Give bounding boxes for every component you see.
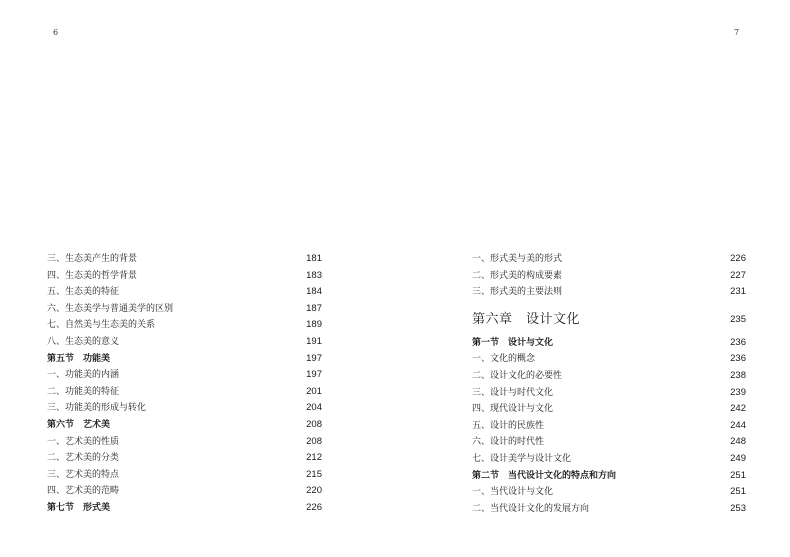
toc-item-entry xyxy=(47,334,322,351)
toc-entry-page: 189 xyxy=(306,319,322,331)
toc-entry-title: 七、设计美学与设计文化 xyxy=(472,453,572,464)
toc-entry-page: 242 xyxy=(730,403,746,415)
toc-entry-title: 第六节 艺术美 xyxy=(47,419,111,430)
toc-section-entry xyxy=(472,468,746,485)
toc-entry-page: 187 xyxy=(306,302,322,314)
toc-entry-page: 251 xyxy=(730,469,746,481)
toc-item-entry xyxy=(47,483,322,500)
toc-entry-page: 204 xyxy=(306,402,322,414)
toc-entry-title: 一、文化的概念 xyxy=(472,354,536,365)
toc-entry-page: 253 xyxy=(730,502,746,514)
toc-item-entry xyxy=(47,284,322,301)
toc-entry-page: 251 xyxy=(730,486,746,498)
toc-chapter-entry xyxy=(472,305,746,335)
toc-entry-title: 三、艺术美的特点 xyxy=(47,469,120,480)
toc-item-entry xyxy=(472,284,746,301)
toc-item-entry xyxy=(472,484,746,501)
toc-item-entry xyxy=(47,251,322,268)
toc-entry-title: 一、艺术美的性质 xyxy=(47,436,120,447)
toc-section-entry xyxy=(47,417,322,434)
toc-entry-title: 五、生态美的特征 xyxy=(47,287,120,298)
toc-entry-page: 227 xyxy=(730,269,746,281)
toc-entry-title: 二、功能美的特征 xyxy=(47,386,120,397)
toc-entry-page: 212 xyxy=(306,452,322,464)
toc-entry-page: 248 xyxy=(730,436,746,448)
toc-item-entry xyxy=(472,418,746,435)
toc-entry-title: 第一节 设计与文化 xyxy=(472,337,554,348)
toc-entry-page: 226 xyxy=(730,253,746,264)
toc-entry-title: 第二节 当代设计文化的特点和方向 xyxy=(472,470,617,481)
toc-item-entry xyxy=(472,385,746,402)
toc-item-entry xyxy=(47,450,322,467)
toc-item-entry xyxy=(47,400,322,417)
toc-entry-title: 七、自然美与生态美的关系 xyxy=(47,320,156,331)
toc-entry-page: 208 xyxy=(306,435,322,447)
toc-entry-page: 226 xyxy=(306,501,322,513)
toc-item-entry xyxy=(47,367,322,384)
toc-entry-page: 236 xyxy=(730,336,746,348)
toc-entry-title: 六、生态美学与普通美学的区别 xyxy=(47,303,174,314)
toc-entry-page: 181 xyxy=(306,253,322,264)
toc-entry-page: 183 xyxy=(306,269,322,281)
toc-entry-title: 四、生态美的哲学背景 xyxy=(47,270,138,281)
toc-entry-page: 238 xyxy=(730,369,746,381)
toc-entry-title: 第六章 设计文化 xyxy=(472,311,581,327)
toc-item-entry xyxy=(47,301,322,318)
toc-entry-page: 201 xyxy=(306,385,322,397)
toc-item-entry xyxy=(472,451,746,468)
right-page-number: 7 xyxy=(734,28,740,37)
toc-item-entry xyxy=(47,317,322,334)
toc-item-entry xyxy=(47,434,322,451)
toc-entry-title: 四、艺术美的范畴 xyxy=(47,486,120,497)
toc-item-entry xyxy=(47,467,322,484)
toc-entry-page: 244 xyxy=(730,419,746,431)
toc-entry-page: 208 xyxy=(306,418,322,430)
toc-entry-page: 236 xyxy=(730,353,746,365)
toc-entry-page: 235 xyxy=(730,313,746,325)
toc-entry-title: 第七节 形式美 xyxy=(47,502,111,513)
toc-entry-title: 二、当代设计文化的发展方向 xyxy=(472,503,590,514)
toc-entry-title: 一、功能美的内涵 xyxy=(47,370,120,381)
toc-item-entry xyxy=(472,368,746,385)
toc-section-entry xyxy=(472,335,746,352)
toc-item-entry xyxy=(472,351,746,368)
toc-left-column xyxy=(47,251,322,517)
toc-entry-title: 八、生态美的意义 xyxy=(47,336,120,347)
toc-section-entry xyxy=(47,351,322,368)
toc-right-column xyxy=(472,251,746,517)
toc-entry-title: 二、设计文化的必要性 xyxy=(472,370,563,381)
toc-entry-page: 231 xyxy=(730,286,746,298)
toc-section-entry xyxy=(47,500,322,517)
toc-entry-title: 二、形式美的构成要素 xyxy=(472,270,563,281)
toc-entry-page: 197 xyxy=(306,369,322,381)
toc-entry-page: 197 xyxy=(306,352,322,364)
toc-entry-title: 五、设计的民族性 xyxy=(472,420,545,431)
toc-entry-title: 三、形式美的主要法则 xyxy=(472,287,563,298)
toc-item-entry xyxy=(472,251,746,268)
toc-entry-title: 第五节 功能美 xyxy=(47,353,111,364)
toc-entry-title: 一、当代设计与文化 xyxy=(472,487,554,498)
left-page-number: 6 xyxy=(53,28,59,37)
toc-entry-page: 215 xyxy=(306,468,322,480)
toc-entry-page: 239 xyxy=(730,386,746,398)
toc-entry-title: 四、现代设计与文化 xyxy=(472,404,554,415)
toc-item-entry xyxy=(472,268,746,285)
toc-item-entry xyxy=(472,434,746,451)
toc-entry-title: 一、形式美与美的形式 xyxy=(472,254,563,264)
toc-entry-title: 三、功能美的形成与转化 xyxy=(47,403,147,414)
toc-entry-title: 二、艺术美的分类 xyxy=(47,453,120,464)
toc-entry-page: 184 xyxy=(306,286,322,298)
toc-entry-title: 三、生态美产生的背景 xyxy=(47,254,138,264)
toc-entry-page: 191 xyxy=(306,335,322,347)
toc-item-entry xyxy=(47,268,322,285)
toc-item-entry xyxy=(472,401,746,418)
toc-entry-title: 六、设计的时代性 xyxy=(472,437,545,448)
toc-entry-page: 220 xyxy=(306,485,322,497)
toc-item-entry xyxy=(472,501,746,518)
toc-entry-page: 249 xyxy=(730,452,746,464)
toc-entry-title: 三、设计与时代文化 xyxy=(472,387,554,398)
toc-item-entry xyxy=(47,384,322,401)
